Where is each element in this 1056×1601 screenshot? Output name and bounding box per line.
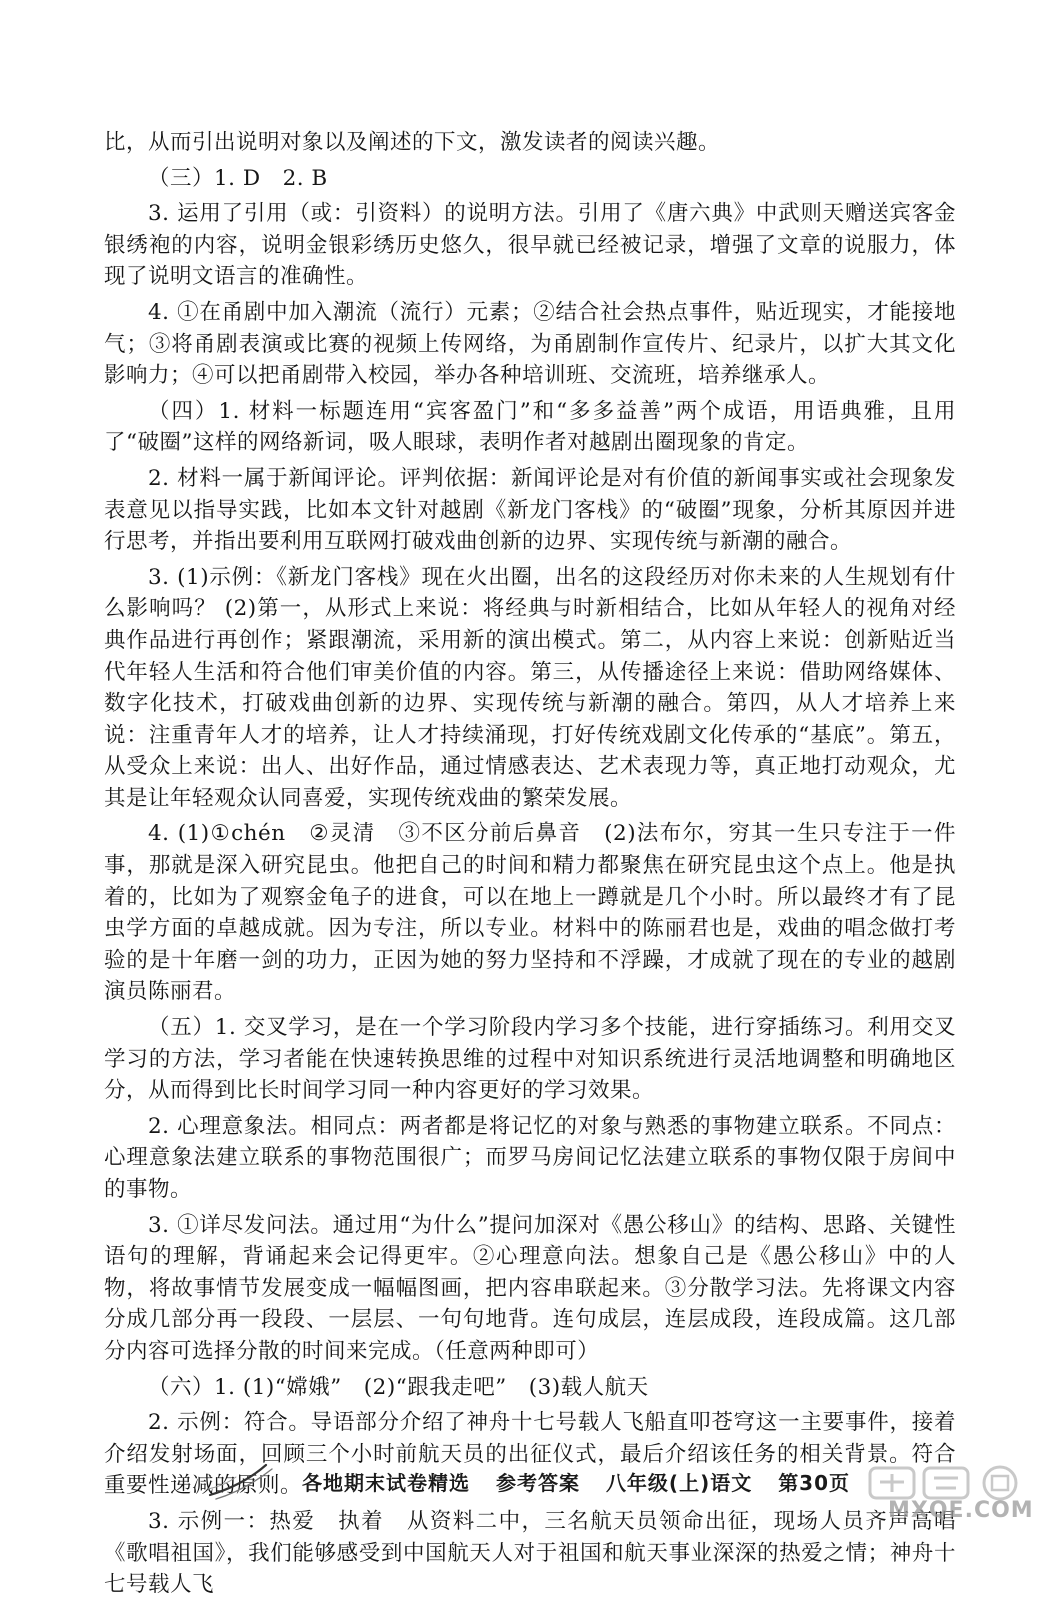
- answer-text-body: [104, 127, 956, 1601]
- watermark-url: MXQE.COM: [888, 1498, 1034, 1523]
- section-4-q1: （四）1. 材料一标题连用“宾客盈门”和“多多益善”两个成语，用语典雅，且用了“破圈”这样的网络新词，吸人眼球，表明作者对越剧出圈现象的肯定。: [104, 398, 956, 456]
- section-5-q3: 3. ①详尽发问法。通过用“为什么”提问加深对《愚公移山》的结构、思路、关键性语句的理解，背诵起来会记得更牢。②心理意向法。想象自己是《愚公移山》中的人物，将故事情节发展变成一幅幅图画，把内容串联起来。③分散学习法。先将课文内容分成几部分再一段段、一层层、一句句地背。连句成层，连层成段，连段成篇。这几部分内容可选择分散的时间来完成。（任意两种即可）: [104, 1212, 956, 1364]
- section-6-q2: 2. 示例：符合。导语部分介绍了神舟十七号载人飞船直叩苍穹这一主要事件，接着介绍发射场面，回顾三个小时前航天员的出征仪式，最后介绍该任务的相关背景。符合重要性递减的原则。: [104, 1410, 956, 1499]
- footer-answers: 参考答案: [495, 1471, 580, 1495]
- watermark-logo-icon: [866, 1462, 1036, 1502]
- section-6-q3: 3. 示例一：热爱 执着 从资料二中，三名航天员领命出征，现场人员齐声高唱《歌唱祖国》，我们能够感受到中国航天人对于祖国和航天事业深深的热爱之情；神舟十七号载人飞: [104, 1508, 956, 1598]
- footer-page-number: 第30页: [778, 1471, 851, 1495]
- section-3-q3: 3. 运用了引用（或：引资料）的说明方法。引用了《唐六典》中武则天赠送宾客金银绣袍的内容，说明金银彩绣历史悠久，很早就已经被记录，增强了文章的说服力，体现了说明文语言的准确性。: [104, 201, 956, 290]
- section-4-q3: 3. (1)示例：《新龙门客栈》现在火出圈，出名的这段经历对你未来的人生规划有什么影响吗？ (2)第一，从形式上来说：将经典与时新相结合，比如从年轻人的视角对经典作品进行再创作；紧跟潮流，采用新的演出模式。第二，从内容上来说：创新贴近当代年轻人生活和符合他们审美价值的内容。第三，从传播途径上来说：借助网络媒体、数字化技术，打破戏曲创新的边界、实现传统与新潮的融合。第四，从人才培养上来说：注重青年人才的培养，让人才持续涌现，打好传统戏剧文化传承的“基底”。第五，从受众上来说：出人、出好作品，通过情感表达、艺术表现力等，真正地打动观众，尤其是让年轻观众认同喜爱，实现传统戏曲的繁荣发展。: [104, 564, 956, 811]
- section-4-q2: 2. 材料一属于新闻评论。评判依据：新闻评论是对有价值的新闻事实或社会现象发表意见以指导实践，比如本文针对越剧《新龙门客栈》的“破圈”现象，分析其原因并进行思考，并指出要利用互联网打破戏曲创新的边界、实现传统与新潮的融合。: [104, 465, 956, 555]
- footer-grade-subject: 八年级(上)语文: [605, 1471, 753, 1495]
- section-5-q1: （五）1. 交叉学习，是在一个学习阶段内学习多个技能，进行穿插练习。利用交叉学习的方法，学习者能在快速转换思维的过程中对知识系统进行灵活地调整和明确地区分，从而得到比长时间学习同一种内容更好的学习效果。: [104, 1015, 956, 1104]
- footer-caption: [302, 1467, 868, 1496]
- section-3-answers: （三）1. D 2. B: [148, 165, 328, 191]
- section-6-q1: （六）1. (1)“嫦娥” (2)“跟我走吧” (3)载人航天: [148, 1374, 649, 1400]
- section-3-q4: 4. ①在甬剧中加入潮流（流行）元素；②结合社会热点事件，贴近现实，才能接地气；③将甬剧表演或比赛的视频上传网络，为甬剧制作宣传片、纪录片，以扩大其文化影响力；④可以把甬剧带入校园，举办各种培训班、交流班，培养继承人。: [104, 299, 956, 389]
- paragraph-continuation: 比，从而引出说明对象以及阐述的下文，激发读者的阅读兴趣。: [104, 130, 721, 155]
- section-4-q4: 4. (1)①chén ②灵清 ③不区分前后鼻音 (2)法布尔，穷其一生只专注于一件事，那就是深入研究昆虫。他把自己的时间和精力都聚焦在研究昆虫这个点上。他是执着的，比如为了观察金龟子的进食，可以在地上一蹲就是几个小时。所以最终才有了昆虫学方面的卓越成就。因为专注，所以专业。材料中的陈丽君也是，戏曲的唱念做打考验的是十年磨一剑的功力，正因为她的努力坚持和不浮躁，才成就了现在的专业的越剧演员陈丽君。: [104, 821, 956, 1005]
- swoosh-icon: [206, 1459, 296, 1503]
- section-5-q2: 2. 心理意象法。相同点：两者都是将记忆的对象与熟悉的事物建立联系。不同点：心理意象法建立联系的事物范围很广；而罗马房间记忆法建立联系的事物仅限于房间中的事物。: [104, 1113, 956, 1202]
- footer-series: 各地期末试卷精选: [302, 1471, 470, 1495]
